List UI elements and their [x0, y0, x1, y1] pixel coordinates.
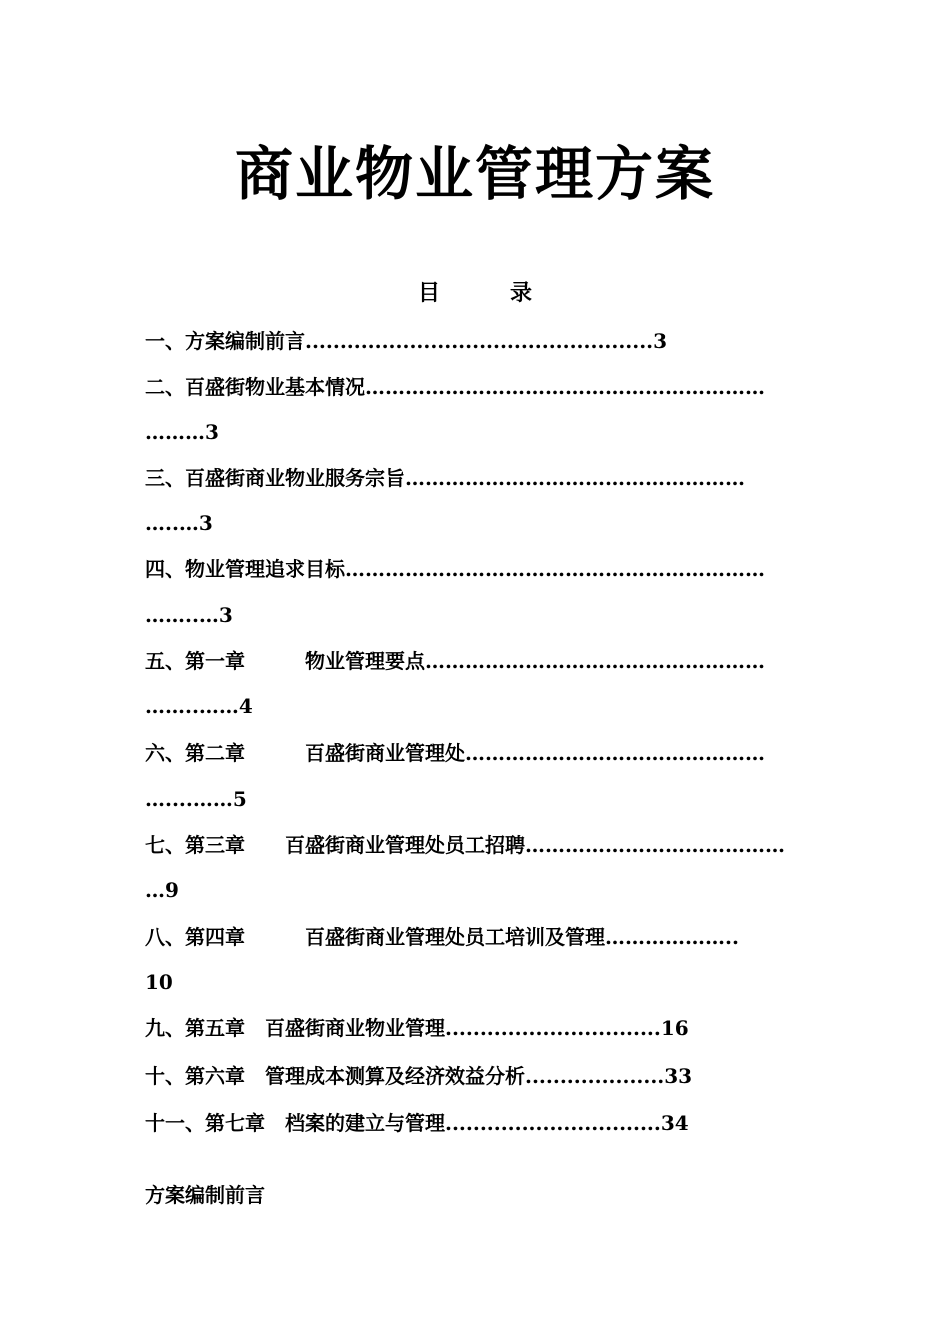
toc-heading-right: 录	[510, 280, 533, 306]
toc-entry-basic-info-page[interactable]: ………3	[145, 420, 219, 444]
toc-entry-preface[interactable]: 一、方案编制前言..................................................3	[145, 329, 668, 353]
toc-entry-chapter-2[interactable]: 六、第二章 百盛街商业管理处………………………………………	[145, 741, 765, 765]
toc-entry-chapter-1-page[interactable]: ……..……4	[145, 694, 253, 718]
section-title-preface: 方案编制前言	[145, 1183, 265, 1207]
toc-entry-chapter-4-page[interactable]: 10	[145, 970, 173, 994]
toc-heading-left: 目	[417, 280, 440, 306]
toc-entry-chapter-5[interactable]: 九、第五章 百盛街商业物业管理...............................16	[145, 1016, 689, 1040]
toc-entry-basic-info[interactable]: 二、百盛街物业基本情况……………………………………………………	[145, 375, 765, 399]
toc-entry-chapter-1[interactable]: 五、第一章 物业管理要点……………………………………………	[145, 649, 765, 673]
toc-entry-service-purpose-page[interactable]: …..…3	[145, 511, 213, 535]
toc-entry-chapter-2-page[interactable]: …....……5	[145, 787, 247, 811]
toc-entry-chapter-3-page[interactable]: …9	[145, 878, 179, 902]
toc-entry-chapter-7[interactable]: 十一、第七章 档案的建立与管理...............................34	[145, 1111, 689, 1135]
toc-entry-chapter-4[interactable]: 八、第四章 百盛街商业管理处员工培训及管理………………..	[145, 925, 739, 949]
toc-entry-goals-page[interactable]: ……..…3	[145, 603, 233, 627]
toc-entry-chapter-3[interactable]: 七、第三章 百盛街商业管理处员工招聘…………………………………	[145, 833, 785, 857]
toc-entry-goals[interactable]: 四、物业管理追求目标………………………………………………………	[145, 557, 765, 581]
toc-entry-service-purpose[interactable]: 三、百盛街商业物业服务宗旨……………………………………………	[145, 466, 745, 490]
toc-entry-chapter-6[interactable]: 十、第六章 管理成本测算及经济效益分析....................33	[145, 1064, 693, 1088]
document-title: 商业物业管理方案	[234, 140, 715, 208]
toc-heading	[0, 278, 950, 308]
